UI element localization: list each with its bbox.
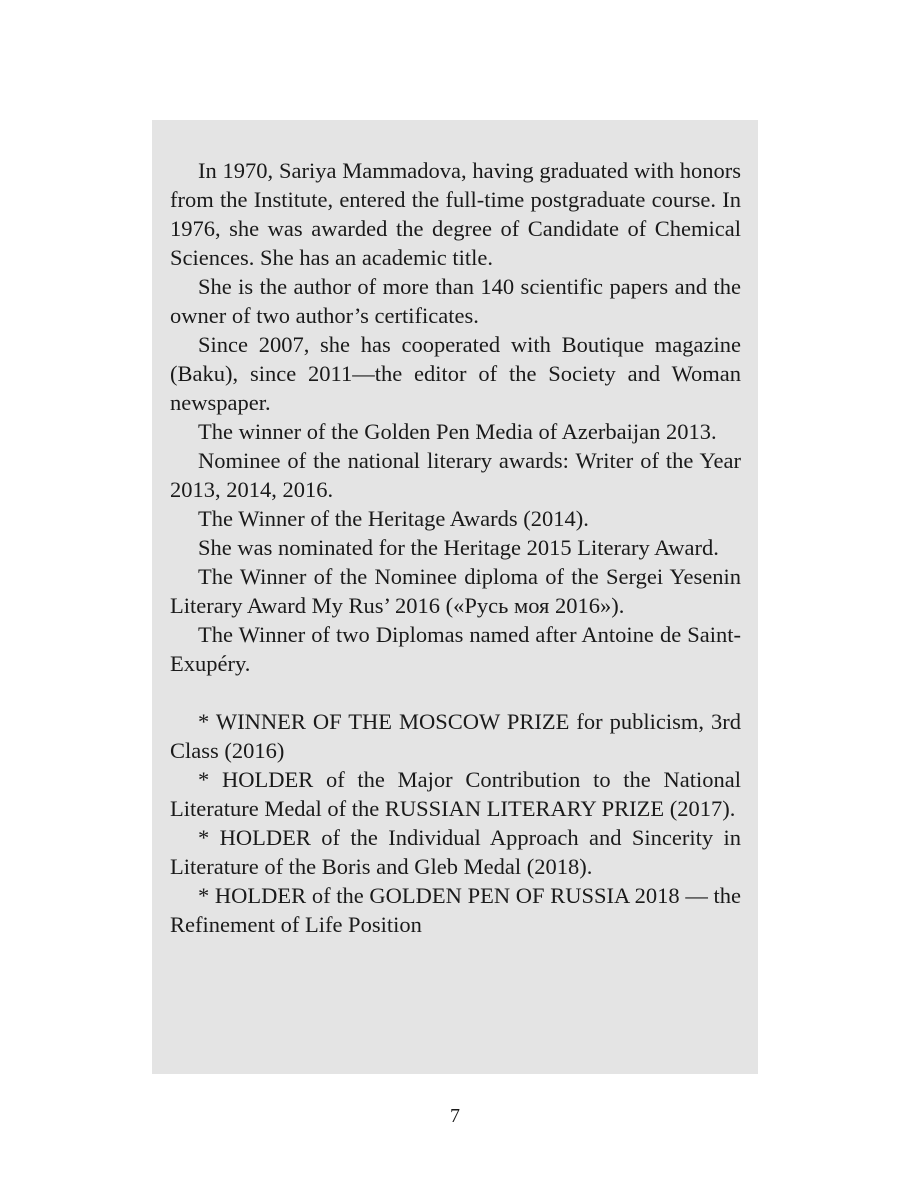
section-gap xyxy=(170,678,741,707)
paragraph-saint-exupery: The Winner of two Diplomas named after Antoine de Saint-Exupéry. xyxy=(170,622,741,676)
award-boris-gleb-medal: * HOLDER of the Individual Approach and Sincerity in Literature of the Boris and Gleb Medal (2018). xyxy=(170,825,741,879)
award-golden-pen-russia: * HOLDER of the GOLDEN PEN OF RUSSIA 2018 — the Refinement of Life Position xyxy=(170,883,741,937)
biography-text xyxy=(170,156,741,939)
paragraph-writer-of-year: Nominee of the national literary awards: Writer of the Year 2013, 2014, 2016. xyxy=(170,448,741,502)
paragraph-golden-pen-media: The winner of the Golden Pen Media of Azerbaijan 2013. xyxy=(198,419,717,444)
award-moscow-prize: * WINNER OF THE MOSCOW PRIZE for publicism, 3rd Class (2016) xyxy=(170,709,741,763)
award-russian-literary-prize: * HOLDER of the Major Contribution to the National Literature Medal of the RUSSIAN LITERARY PRIZE (2017). xyxy=(170,767,741,821)
paragraph-heritage-awards: The Winner of the Heritage Awards (2014). xyxy=(198,506,589,531)
paragraph-yesenin-award: The Winner of the Nominee diploma of the Sergei Yesenin Literary Award My Rus’ 2016 («Русь моя 2016»). xyxy=(170,564,741,618)
paragraph-editorial: Since 2007, she has cooperated with Boutique magazine (Baku), since 2011—the editor of the Society and Woman newspaper. xyxy=(170,332,741,415)
page-number: 7 xyxy=(450,1105,460,1127)
paragraph-education: In 1970, Sariya Mammadova, having graduated with honors from the Institute, entered the full-time postgraduate course. In 1976, she was awarded the degree of Candidate of Chemical Sciences. She has an academic title. xyxy=(170,158,741,270)
paragraph-publications: She is the author of more than 140 scientific papers and the owner of two author’s certificates. xyxy=(170,274,741,328)
paragraph-heritage-nomination: She was nominated for the Heritage 2015 Literary Award. xyxy=(198,535,719,560)
